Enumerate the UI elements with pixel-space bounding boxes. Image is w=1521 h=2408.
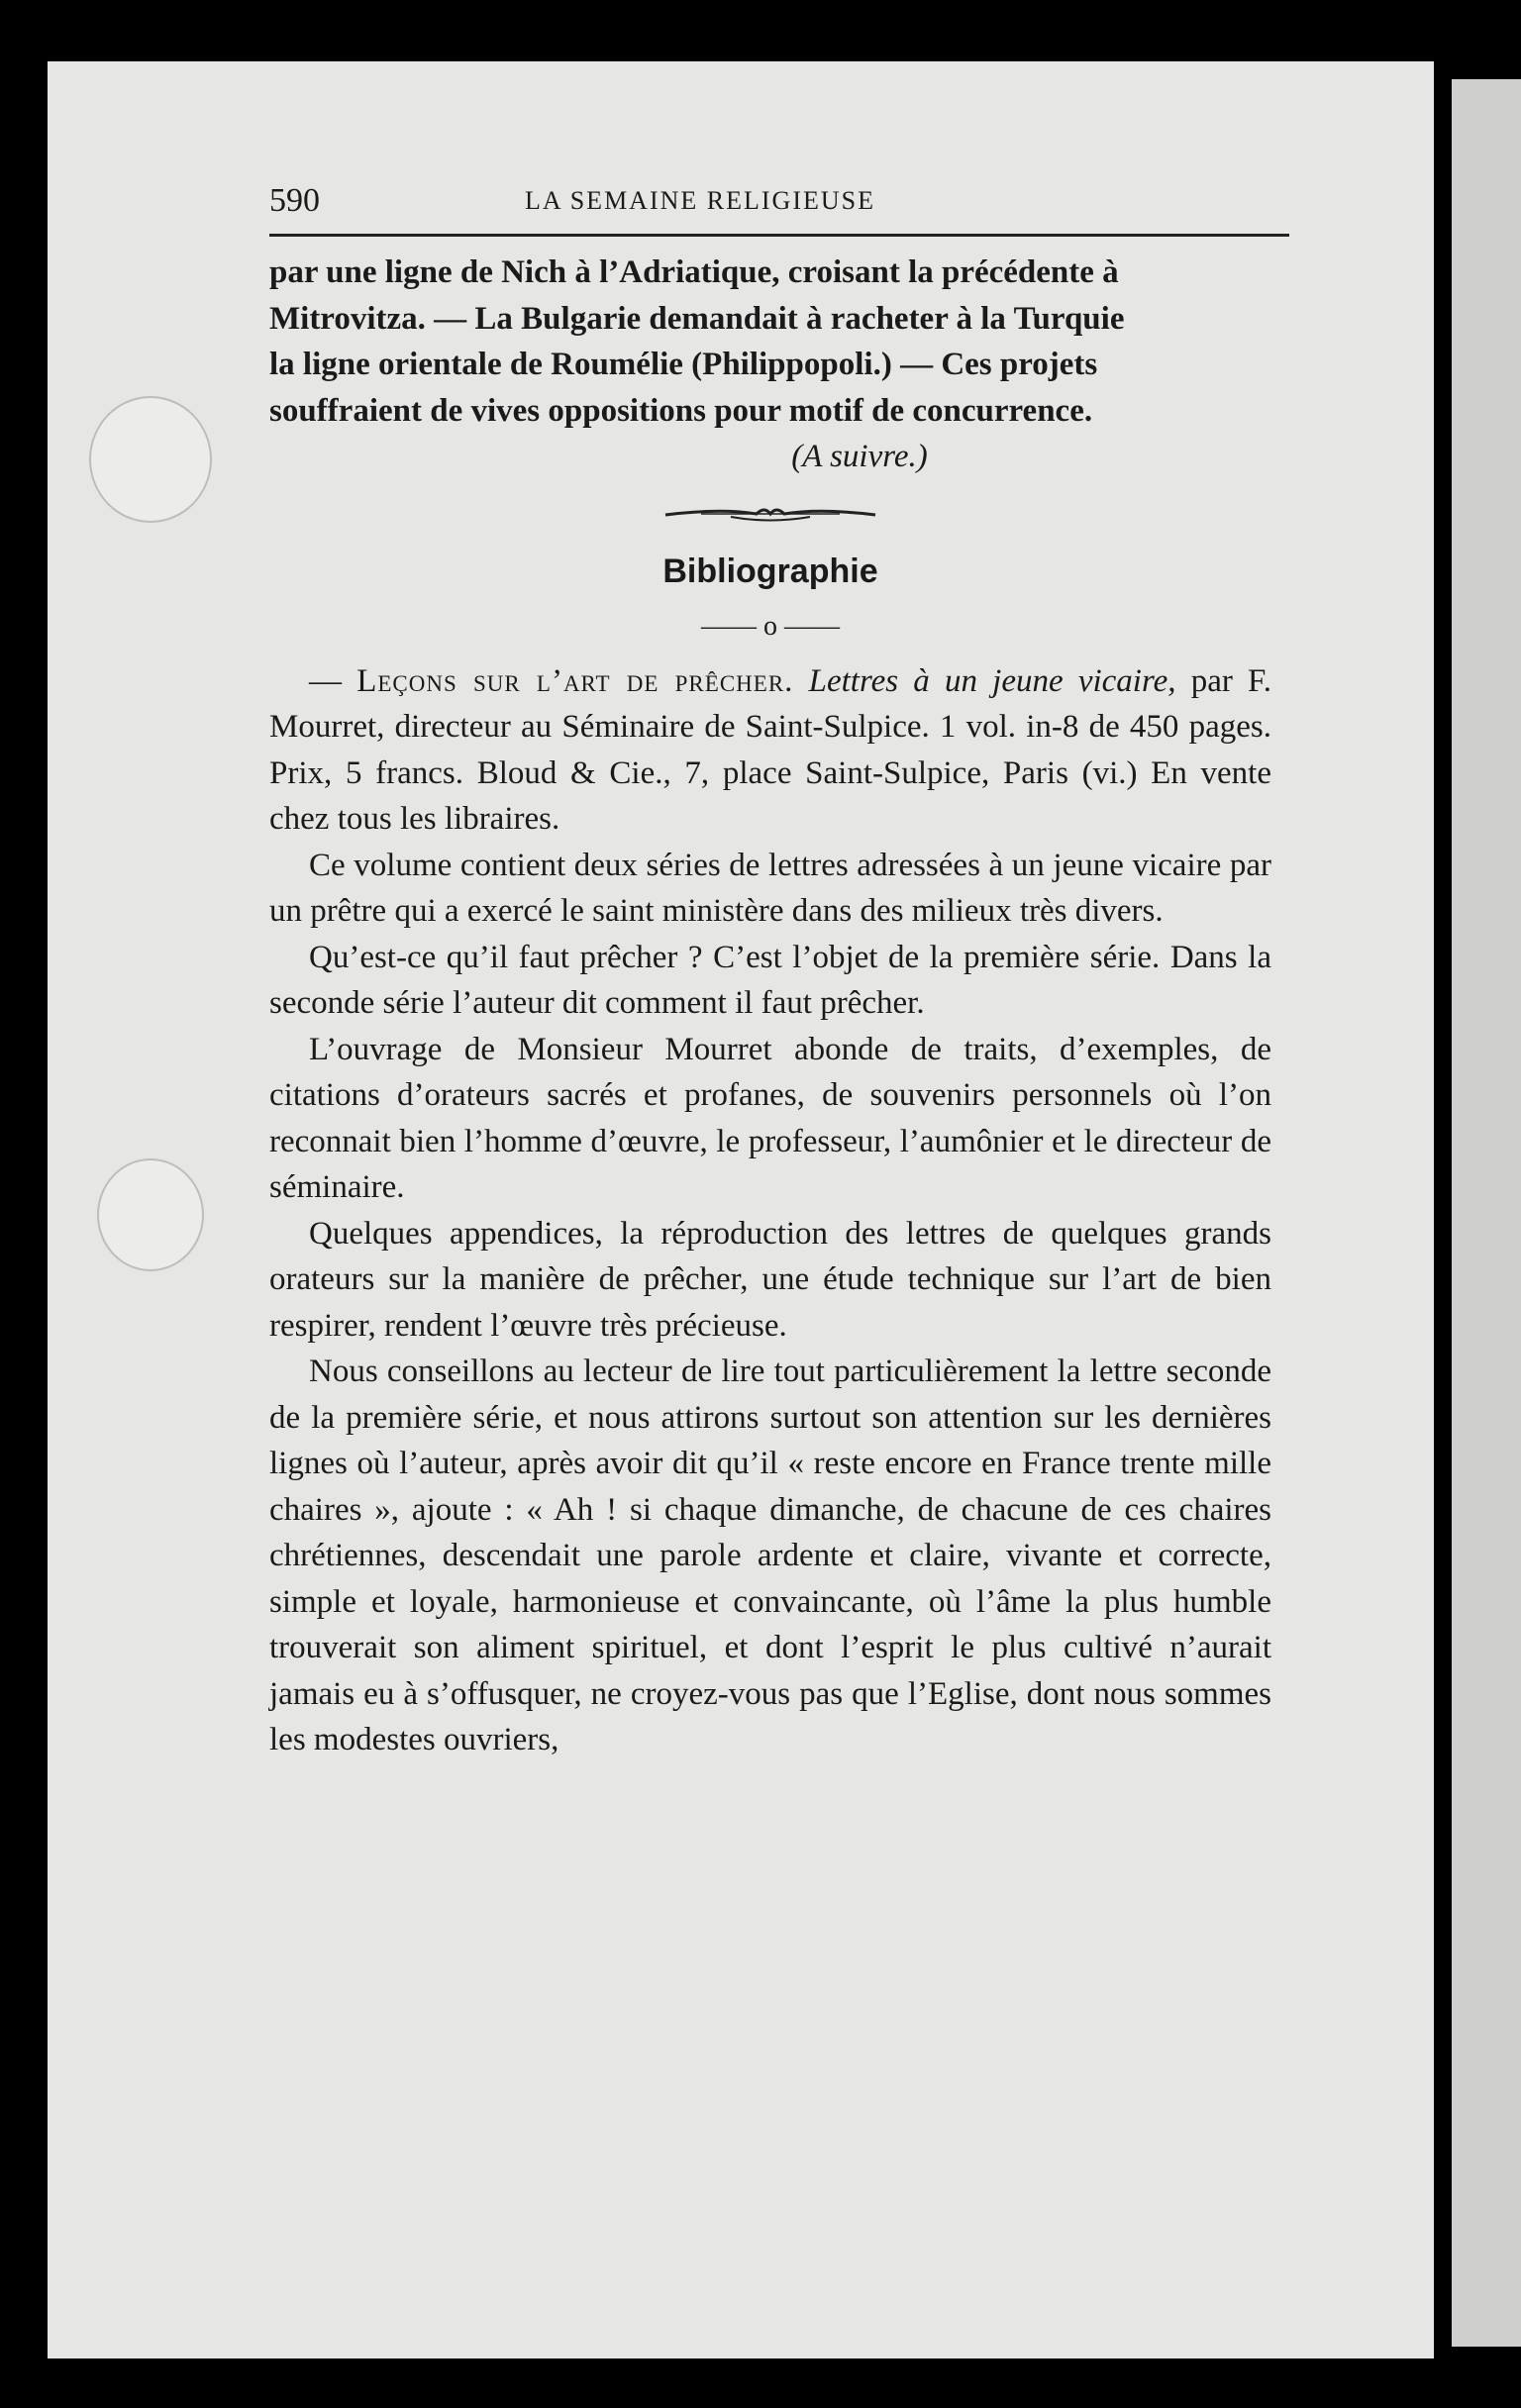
book-subtitle: Lettres à un jeune vicaire, (808, 662, 1176, 699)
page-header (269, 176, 1289, 232)
continuation-line: par une ligne de Nich à l’Adriatique, croisant la précédente à (269, 254, 1119, 290)
page-body (269, 250, 1271, 1763)
continuation-line: Mitrovitza. — La Bulgarie demandait à racheter à la Turquie (269, 300, 1125, 337)
book-title: Leçons sur l’art de prêcher. (356, 662, 794, 699)
a-suivre: (A suivre.) (791, 439, 928, 474)
header-rule (269, 234, 1289, 237)
section-separator: —— o —— (701, 610, 840, 642)
continuation-line: souffraient de vives oppositions pour motif de concurrence. (269, 392, 1093, 429)
running-title: LA SEMAINE RELIGIEUSE (525, 186, 875, 215)
adjacent-page-strip (1452, 79, 1521, 2347)
binding-hole (89, 396, 212, 523)
continuation-line: la ligne orientale de Roumélie (Philippopoli.) — Ces projets (269, 347, 1098, 382)
review-paragraph: L’ouvrage de Monsieur Mourret abonde de traits, d’exemples, de citations d’orateurs sacrés et profanes, de souvenirs personnels où l’on reconnait bien l’homme d’œuvre, le professeur, l’aumônier et le directeur de séminaire. (269, 1031, 1271, 1205)
continuation-text (269, 250, 1271, 434)
review-paragraph: Nous conseillons au lecteur de lire tout particulièrement la lettre seconde de la première série, et nous attirons surtout son attention sur les dernières lignes où l’auteur, après avoir dit qu’il « reste encore en France trente mille chaires », ajoute : « Ah ! si chaque dimanche, de chacune de ces chaires chrétiennes, descendait une parole ardente et claire, vivante et correcte, simple et loyale, harmonieuse et convaincante, où l’âme la plus humble trouverait son aliment spirituel, et dont l’esprit le plus cultivé n’aurait jamais eu à s’offusquer, ne croyez-vous pas que l’Eglise, dont nous sommes les modestes ouvriers, (269, 1354, 1271, 1757)
review-paragraph: Quelques appendices, la réproduction des lettres de quelques grands orateurs sur la manière de prêcher, une étude technique sur l’art de bien respirer, rendent l’œuvre très précieuse. (269, 1215, 1271, 1344)
review-paragraph: Qu’est-ce qu’il faut prêcher ? C’est l’objet de la première série. Dans la seconde série l’auteur dit comment il faut prêcher. (269, 939, 1271, 1021)
binding-hole (97, 1158, 204, 1271)
bibliography-entry (269, 658, 1271, 843)
entry-dash: — (309, 662, 357, 699)
ornament-divider (661, 502, 879, 528)
entry-details: par F. Mourret, directeur au Séminaire de Saint-Sulpice. 1 vol. in-8 de 450 pages. Prix, 5 francs. Bloud & Cie., 7, place Saint-Sulpice, Paris (vi.) En vente chez tous les libraires. (269, 662, 1271, 837)
page-number: 590 (269, 182, 320, 219)
page-edge (1440, 79, 1452, 2347)
review-paragraph: Ce volume contient deux séries de lettres adressées à un jeune vicaire par un prêtre qui a exercé le saint ministère dans des milieux très divers. (269, 847, 1271, 929)
section-title: Bibliographie (662, 552, 878, 590)
